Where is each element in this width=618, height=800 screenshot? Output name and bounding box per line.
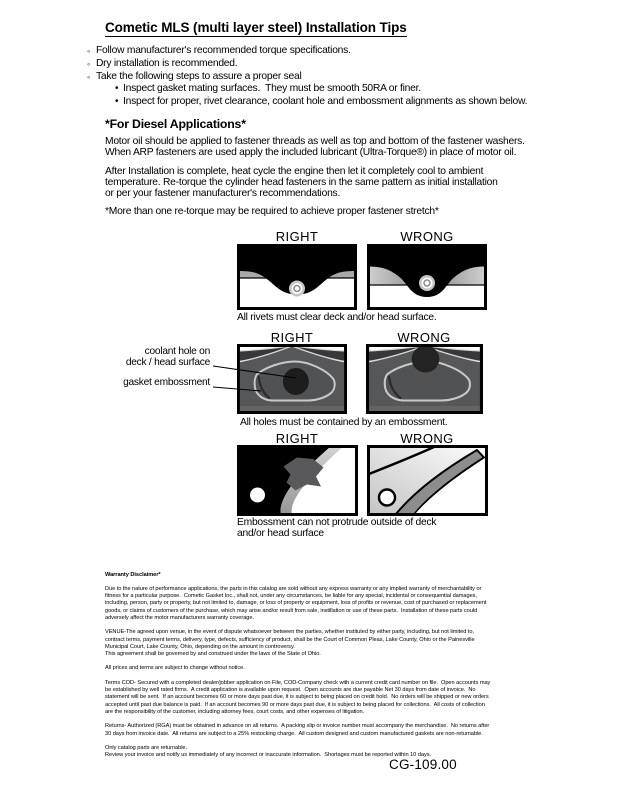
text-line: temperature. Re-torque the cylinder head fasteners in the same pattern as initial installation xyxy=(105,177,498,188)
text-line: contract terms, payment terms, delivery, type, defects, sufficiency of product, shall be the Court of Common Pleas, Lake County, Ohio or the Painesville xyxy=(105,636,475,643)
list-item xyxy=(87,83,527,96)
text-line: including, person, party or property, but not limited to, damage, or loss of property or equipment, loss of profits or revenue, cost of purchased or replacement xyxy=(105,600,487,607)
text-line: Motor oil should be applied to fastener threads as well as top and bottom of the fastener washers. xyxy=(105,136,525,147)
rivet-clearance-right-diagram-icon xyxy=(237,244,357,310)
list-item-text: Inspect gasket mating surfaces. They must be smooth 50RA or finer. xyxy=(123,83,421,95)
filled-bullet-icon: • xyxy=(115,96,119,108)
page-title: Cometic MLS (multi layer steel) Installation Tips xyxy=(105,20,407,35)
figure3-right-label: RIGHT xyxy=(275,431,319,446)
hole-embossment-right-diagram-icon xyxy=(237,344,347,414)
text-line: Returns- Authorized (RGA) must be obtained in advance on all returns. A packing slip or invoice number must accompany the merchandise. No returns after xyxy=(105,723,490,730)
list-item xyxy=(87,96,527,109)
filled-bullet-icon: • xyxy=(115,83,119,95)
disclaimer-paragraph xyxy=(105,680,523,716)
disclaimer-paragraph xyxy=(105,586,523,622)
text-line: accepted until past due balance is paid. If an account becomes 90 or more days past due, it is subject to being placed for collections. All costs of collection xyxy=(105,701,485,708)
text-line: fitness for a particular purpose. Cometic Gasket Inc., shall not, under any circumstances, be liable for any special, incidental or consequential damages, xyxy=(105,593,477,600)
text-line: goods, or claims of customers of the purchase, which may arise and/or result from sale, instillation or use of these parts. Installation of these parts could xyxy=(105,607,478,614)
text-line: This agreement shall be governed by and construed under the laws of the State of Ohio. xyxy=(105,651,321,658)
list-item xyxy=(87,71,527,84)
figure3-right-panel xyxy=(237,445,358,516)
text-line: Only catalog parts are returnable. xyxy=(105,744,188,751)
diesel-paragraph-2 xyxy=(105,166,498,199)
list-item xyxy=(87,45,527,58)
retorque-note: *More than one re-torque may be required to achieve proper fastener stretch* xyxy=(105,206,439,217)
figure2-wrong-panel xyxy=(366,344,483,414)
disclaimer-paragraph xyxy=(105,665,523,672)
protrusion-right-diagram-icon xyxy=(237,445,358,516)
open-bullet-icon: ◦ xyxy=(87,71,90,82)
text-line: After Installation is complete, heat cycle the engine then let it completely cool to ambient xyxy=(105,166,484,177)
text-line: When ARP fasteners are used apply the included lubricant (Ultra-Torque®) in place of motor oil. xyxy=(105,147,517,158)
warranty-disclaimer-section xyxy=(105,572,523,766)
figure1-wrong-label: WRONG xyxy=(400,229,454,244)
diesel-heading: *For Diesel Applications* xyxy=(105,117,246,131)
text-line: Due to the nature of performance applications, the parts in this catalog are sold without any express warranty or any implied warranty of merchantability or xyxy=(105,585,482,592)
figure3-wrong-label: WRONG xyxy=(400,431,454,446)
coolant-hole-label-line2: deck / head surface xyxy=(125,357,210,368)
figure3-caption xyxy=(237,517,436,539)
document-code: CG-109.00 xyxy=(389,757,457,772)
installation-tips-list xyxy=(87,45,527,109)
text-line: Terms COD- Secured with a completed dealer/jobber application on File, COD-Company check with a current credit card number on file. Open accounts may xyxy=(105,679,491,686)
gasket-embossment-label: gasket embossment xyxy=(123,377,210,388)
text-line: adversely affect the motor manufacturers warranty coverage. xyxy=(105,614,255,621)
open-bullet-icon: ◦ xyxy=(87,46,90,56)
figure2-caption: All holes must be contained by an embossment. xyxy=(240,417,448,428)
rivet-clearance-wrong-diagram-icon xyxy=(367,244,487,310)
text-line: VENUE-The agreed upon venue, in the event of dispute whatsoever between the parties, whether instituted by either party, including, but not limited to, xyxy=(105,629,474,636)
text-line: Municipal Court, Lake County, Ohio, depending on the amount in controversy. xyxy=(105,643,295,650)
disclaimer-heading: Warranty Disclaimer* xyxy=(105,572,161,578)
text-line: and/or head surface xyxy=(237,528,324,539)
disclaimer-paragraph xyxy=(105,745,523,760)
text-line: are the responsibility of the customer, including attorney fees, court costs, and other expenses of litigation. xyxy=(105,708,365,715)
text-line: Embossment can not protrude outside of deck xyxy=(237,517,437,528)
figure1-right-panel xyxy=(237,244,357,310)
text-line: statement will be sent. If an account becomes 60 or more days past due, it is subject to being placed on credit hold. No orders will be shipped or new orders xyxy=(105,694,489,701)
list-item xyxy=(87,58,527,71)
coolant-hole-label-line1: coolant hole on xyxy=(144,346,210,357)
disclaimer-paragraph xyxy=(105,723,523,738)
list-item-text: Follow manufacturer's recommended torque specifications. xyxy=(96,45,351,56)
diesel-paragraph-1 xyxy=(105,136,525,158)
figure3-wrong-panel xyxy=(367,445,488,516)
list-item-text: Inspect for proper, rivet clearance, coolant hole and embossment alignments as shown below. xyxy=(123,96,528,108)
figure2-right-label: RIGHT xyxy=(270,330,314,345)
figure2-right-panel xyxy=(237,344,347,414)
figure2-wrong-label: WRONG xyxy=(397,330,451,345)
figure1-caption: All rivets must clear deck and/or head surface. xyxy=(237,312,437,323)
figure1-wrong-panel xyxy=(367,244,487,310)
disclaimer-paragraph xyxy=(105,629,523,658)
list-item-text: Take the following steps to assure a proper seal xyxy=(96,70,302,82)
text-line: be established by well rated firms. A credit application is available upon request. Open accounts are due payable Net 30 days from date of invoice. No xyxy=(105,687,476,694)
list-item-text: Dry installation is recommended. xyxy=(96,57,238,69)
text-line: or per your fastener manufacturer's recommendations. xyxy=(105,188,341,199)
figure1-right-label: RIGHT xyxy=(275,229,319,244)
text-line: Review your invoice and notify us immediately of any incorrect or inaccurate information. Shortages must be reported within 10 days. xyxy=(105,752,431,759)
protrusion-wrong-diagram-icon xyxy=(367,445,488,516)
open-bullet-icon: ◦ xyxy=(87,58,90,69)
hole-embossment-wrong-diagram-icon xyxy=(366,344,483,414)
text-line: All prices and terms are subject to change without notice. xyxy=(105,665,245,672)
text-line: 30 days from invoice date. All returns are subject to a 25% restocking charge. All custom designed and custom manufactured gaskets are non-returnable. xyxy=(105,730,483,737)
